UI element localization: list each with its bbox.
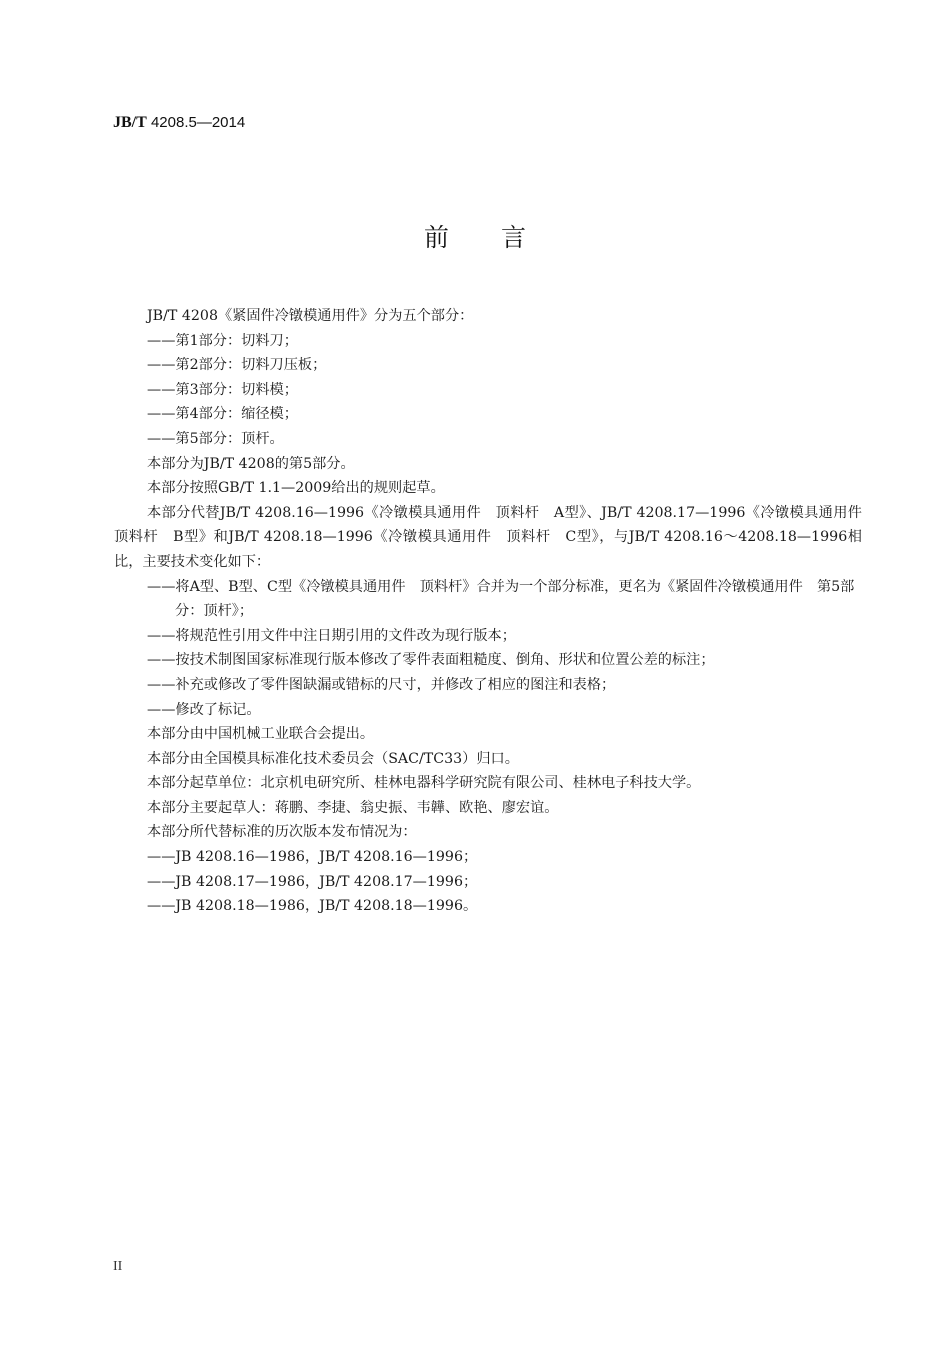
page-number: II bbox=[113, 1259, 123, 1274]
list-item-part-3: ——第3部分：切料模； bbox=[147, 381, 298, 398]
foreword-body bbox=[114, 304, 877, 919]
list-item-change-1: ——将A型、B型、C型《冷镦模具通用件 顶料杆》合并为一个部分标准，更名为《紧固件冷镦模通用件 第5部分：顶杆》； bbox=[147, 578, 855, 620]
paragraph-intro: JB/T 4208《紧固件冷镦模通用件》分为五个部分： bbox=[147, 308, 474, 324]
list-item-part-1: ——第1部分：切料刀； bbox=[147, 332, 298, 349]
paragraph-drafters: 本部分主要起草人：蒋鹏、李捷、翁史振、韦韡、欧艳、廖宏谊。 bbox=[147, 799, 559, 816]
list-item-change-2: ——将规范性引用文件中注日期引用的文件改为现行版本； bbox=[147, 627, 516, 644]
paragraph-this-part: 本部分为JB/T 4208的第5部分。 bbox=[147, 455, 355, 472]
paragraph-drafting-units: 本部分起草单位：北京机电研究所、桂林电器科学研究院有限公司、桂林电子科技大学。 bbox=[147, 775, 701, 792]
list-item-change-5: ——修改了标记。 bbox=[147, 701, 261, 718]
list-item-change-4: ——补充或修改了零件图缺漏或错标的尺寸，并修改了相应的图注和表格； bbox=[147, 676, 616, 693]
standard-prefix: JB/T bbox=[113, 114, 147, 131]
list-item-part-2: ——第2部分：切料刀压板； bbox=[147, 357, 327, 374]
title-char-1: 前 bbox=[423, 223, 449, 252]
paragraph-administered-by: 本部分由全国模具标准化技术委员会（SAC/TC33）归口。 bbox=[147, 750, 519, 767]
paragraph-proposed-by: 本部分由中国机械工业联合会提出。 bbox=[147, 726, 375, 743]
standard-code-header bbox=[113, 114, 245, 132]
list-item-change-3: ——按技术制图国家标准现行版本修改了零件表面粗糙度、倒角、形状和位置公差的标注； bbox=[147, 652, 715, 669]
paragraph-replaces: 本部分代替JB/T 4208.16—1996《冷镦模具通用件 顶料杆 A型》、JB/T 4208.17—1996《冷镦模具通用件 顶料杆 B型》和JB/T 4208.18—1996《冷镦模具通用件 顶料杆 C型》，与JB/T 4208.16～4208.18—1996相比，主要技术变化如下： bbox=[114, 504, 877, 570]
paragraph-history-intro: 本部分所代替标准的历次版本发布情况为： bbox=[147, 824, 417, 841]
list-item-history-2: ——JB 4208.17—1986，JB/T 4208.17—1996； bbox=[147, 873, 478, 890]
page-title bbox=[0, 218, 950, 254]
standard-number: 4208.5—2014 bbox=[146, 114, 246, 131]
title-char-2: 言 bbox=[501, 223, 527, 252]
list-item-history-1: ——JB 4208.16—1986，JB/T 4208.16—1996； bbox=[147, 849, 478, 866]
list-item-history-3: ——JB 4208.18—1986，JB/T 4208.18—1996。 bbox=[147, 898, 478, 915]
list-item-part-5: ——第5部分：顶杆。 bbox=[147, 430, 284, 447]
list-item-part-4: ——第4部分：缩径模； bbox=[147, 406, 298, 423]
paragraph-drafting-rules: 本部分按照GB/T 1.1—2009给出的规则起草。 bbox=[147, 480, 445, 497]
